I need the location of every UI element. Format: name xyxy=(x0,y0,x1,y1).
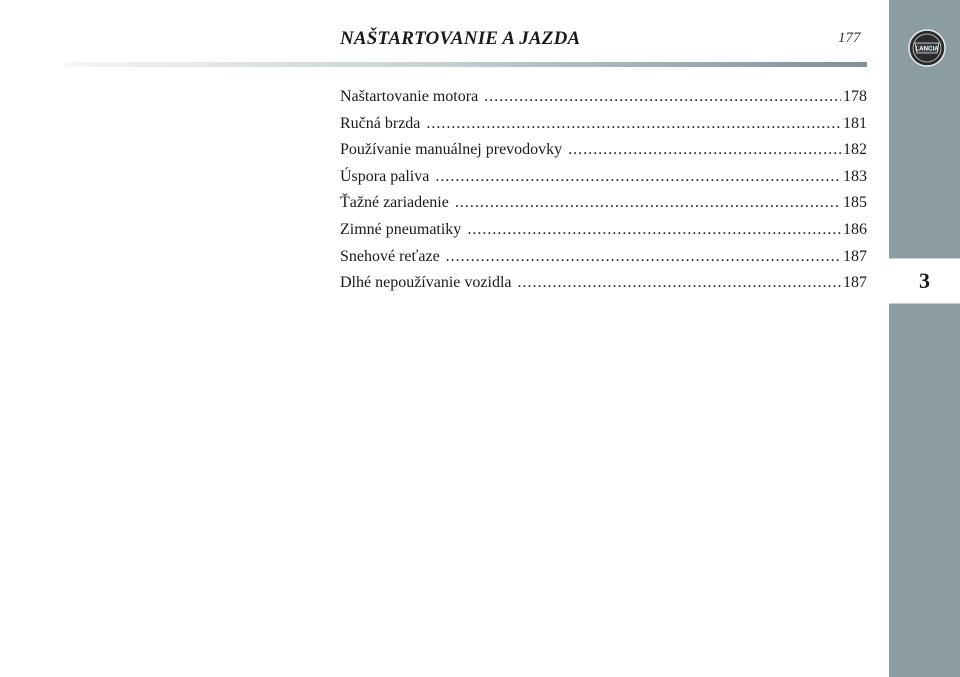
watermark: carmanualsonline.info xyxy=(587,649,777,670)
dot-leader xyxy=(467,221,841,239)
lancia-logo-icon xyxy=(907,28,947,68)
toc-entry-page: 185 xyxy=(843,194,867,212)
toc-entry[interactable] xyxy=(340,194,867,221)
toc-entry-page: 186 xyxy=(843,220,867,238)
toc-entry-label: Naštartovanie motora xyxy=(340,88,479,105)
chapter-sidebar xyxy=(889,0,960,677)
toc-entry-label: Snehové reťaze xyxy=(340,247,440,265)
toc-entry-page: 181 xyxy=(843,114,867,132)
dot-leader xyxy=(484,88,841,106)
dot-leader xyxy=(455,194,841,212)
toc-entry-label: Používanie manuálnej prevodovky xyxy=(340,141,563,159)
page-number: 177 xyxy=(838,30,861,46)
toc-entry-page: 187 xyxy=(843,247,867,265)
toc-entry-page: 183 xyxy=(843,167,867,185)
toc-entry-page: 187 xyxy=(843,274,867,292)
dot-leader xyxy=(518,274,842,292)
dot-leader xyxy=(568,141,841,159)
toc-entry[interactable] xyxy=(340,221,867,248)
header-divider xyxy=(65,62,867,67)
chapter-tab xyxy=(889,258,960,304)
toc-entry[interactable] xyxy=(340,141,867,168)
dot-leader xyxy=(435,168,841,186)
page-title: NAŠTARTOVANIE A JAZDA xyxy=(340,28,581,49)
toc-entry-page: 178 xyxy=(843,88,867,105)
toc-entry[interactable] xyxy=(340,115,867,142)
toc-entry[interactable] xyxy=(340,168,867,195)
table-of-contents xyxy=(340,88,867,301)
logo-text: LANCIA xyxy=(915,45,939,53)
toc-entry[interactable] xyxy=(340,274,867,301)
dot-leader xyxy=(426,115,841,133)
toc-entry-label: Zimné pneumatiky xyxy=(340,220,462,238)
toc-entry-page: 182 xyxy=(843,141,867,159)
toc-entry-label: Dlhé nepoužívanie vozidla xyxy=(340,274,512,292)
toc-entry[interactable] xyxy=(340,88,867,115)
toc-entry-label: Ručná brzda xyxy=(340,114,421,132)
toc-entry[interactable] xyxy=(340,248,867,275)
dot-leader xyxy=(446,248,841,266)
chapter-number: 3 xyxy=(919,268,930,293)
toc-entry-label: Úspora paliva xyxy=(340,167,430,185)
toc-entry-label: Ťažné zariadenie xyxy=(340,194,449,212)
